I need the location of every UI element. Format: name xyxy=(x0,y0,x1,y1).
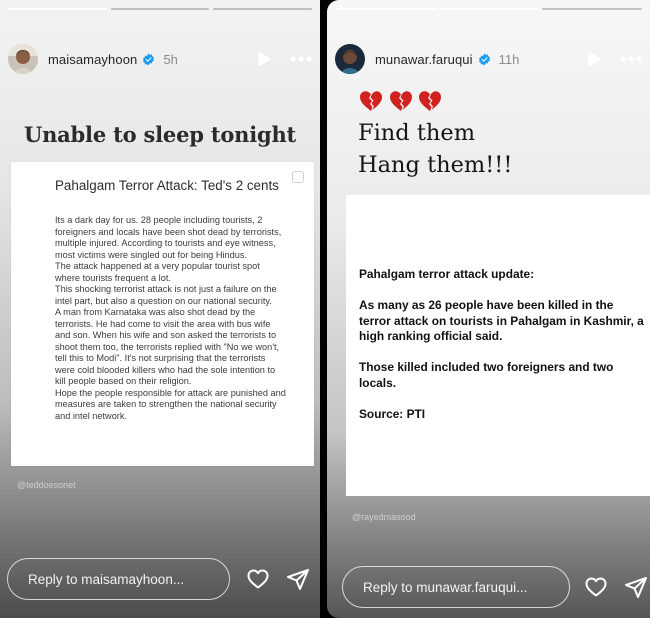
story-progress-bar xyxy=(335,8,642,10)
post-time: 11h xyxy=(498,51,520,67)
play-icon[interactable] xyxy=(586,51,602,67)
news-card[interactable] xyxy=(346,195,650,496)
broken-heart-emojis xyxy=(359,90,443,118)
post-paragraph: A man from Karnataka was also shot dead by the terrorists. He had come to visit the area with bus wife and son. When his wife and son asked the terrorists to shoot them too, the terrorists replied with "No we won't, tell this to Modi". It's not surprising that the terrorists were cold blooded killers who had the sole intention to kill people based on their religion. xyxy=(55,307,280,386)
caption-line: Hang them!!! xyxy=(358,152,513,178)
broken-heart-icon xyxy=(389,90,413,112)
heart-outline-icon[interactable] xyxy=(584,575,608,599)
news-paragraph: Those killed included two foreigners and two locals. xyxy=(359,360,614,390)
broken-heart-icon xyxy=(418,90,442,112)
progress-segment xyxy=(213,8,312,10)
post-paragraph: The attack happened at a very popular tourist spot where tourists frequent a lot. xyxy=(55,261,260,283)
progress-segment xyxy=(8,8,107,10)
post-paragraph: Its a dark day for us. 28 people including tourists, 2 foreigners and locals have been shot dead by terrorists, multiple injured. According to tourists and eye witness, most victims were singled out for being Hindus. xyxy=(55,215,282,260)
post-paragraph: This shocking terrorist attack is not just a failure on the intel part, but also a question on our national security. xyxy=(55,284,277,306)
progress-segment xyxy=(542,8,642,10)
username[interactable]: munawar.faruqui xyxy=(375,51,473,67)
news-paragraph: As many as 26 people have been killed in the terror attack on tourists in Pahalgam in Kashmir, a high ranking official said. xyxy=(359,298,644,343)
avatar[interactable] xyxy=(8,44,38,74)
heart-outline-icon[interactable] xyxy=(246,567,270,591)
progress-segment xyxy=(439,8,539,10)
more-options-icon[interactable] xyxy=(620,56,642,62)
verified-badge-icon xyxy=(478,53,491,66)
story-caption: Unable to sleep tonight xyxy=(23,122,297,147)
play-icon[interactable] xyxy=(256,51,272,67)
story-panel-munawar-faruqui[interactable] xyxy=(327,0,650,618)
broken-heart-icon xyxy=(359,90,383,112)
paper-plane-icon[interactable] xyxy=(286,567,310,591)
caption-line: Find them xyxy=(358,120,476,146)
source-watermark: @rayedmasood xyxy=(352,512,416,522)
story-caption xyxy=(358,117,512,181)
progress-segment xyxy=(335,8,435,10)
news-headline: Pahalgam terror attack update: xyxy=(359,267,535,281)
source-watermark: @teddoesonet xyxy=(17,480,76,490)
username[interactable]: maisamayhoon xyxy=(48,51,138,67)
post-body xyxy=(55,215,287,422)
story-header xyxy=(335,43,642,75)
reply-input[interactable]: Reply to munawar.faruqui... xyxy=(342,566,570,608)
progress-segment xyxy=(111,8,210,10)
shared-post-card[interactable] xyxy=(11,162,314,466)
story-header xyxy=(8,43,312,75)
avatar[interactable] xyxy=(335,44,365,74)
story-panel-maisamayhoon[interactable] xyxy=(0,0,320,618)
news-body xyxy=(359,267,645,438)
verified-badge-icon xyxy=(142,53,155,66)
reply-input[interactable]: Reply to maisamayhoon... xyxy=(7,558,230,600)
checkbox-icon xyxy=(292,171,304,183)
news-source: Source: PTI xyxy=(359,406,426,421)
post-time: 5h xyxy=(163,51,178,67)
story-progress-bar xyxy=(8,8,312,10)
post-title: Pahalgam Terror Attack: Ted's 2 cents xyxy=(55,178,279,193)
paper-plane-icon[interactable] xyxy=(624,575,648,599)
more-options-icon[interactable] xyxy=(290,56,312,62)
post-paragraph: Hope the people responsible for attack are punished and measures are taken to strengthen the national security and intel network. xyxy=(55,387,286,421)
